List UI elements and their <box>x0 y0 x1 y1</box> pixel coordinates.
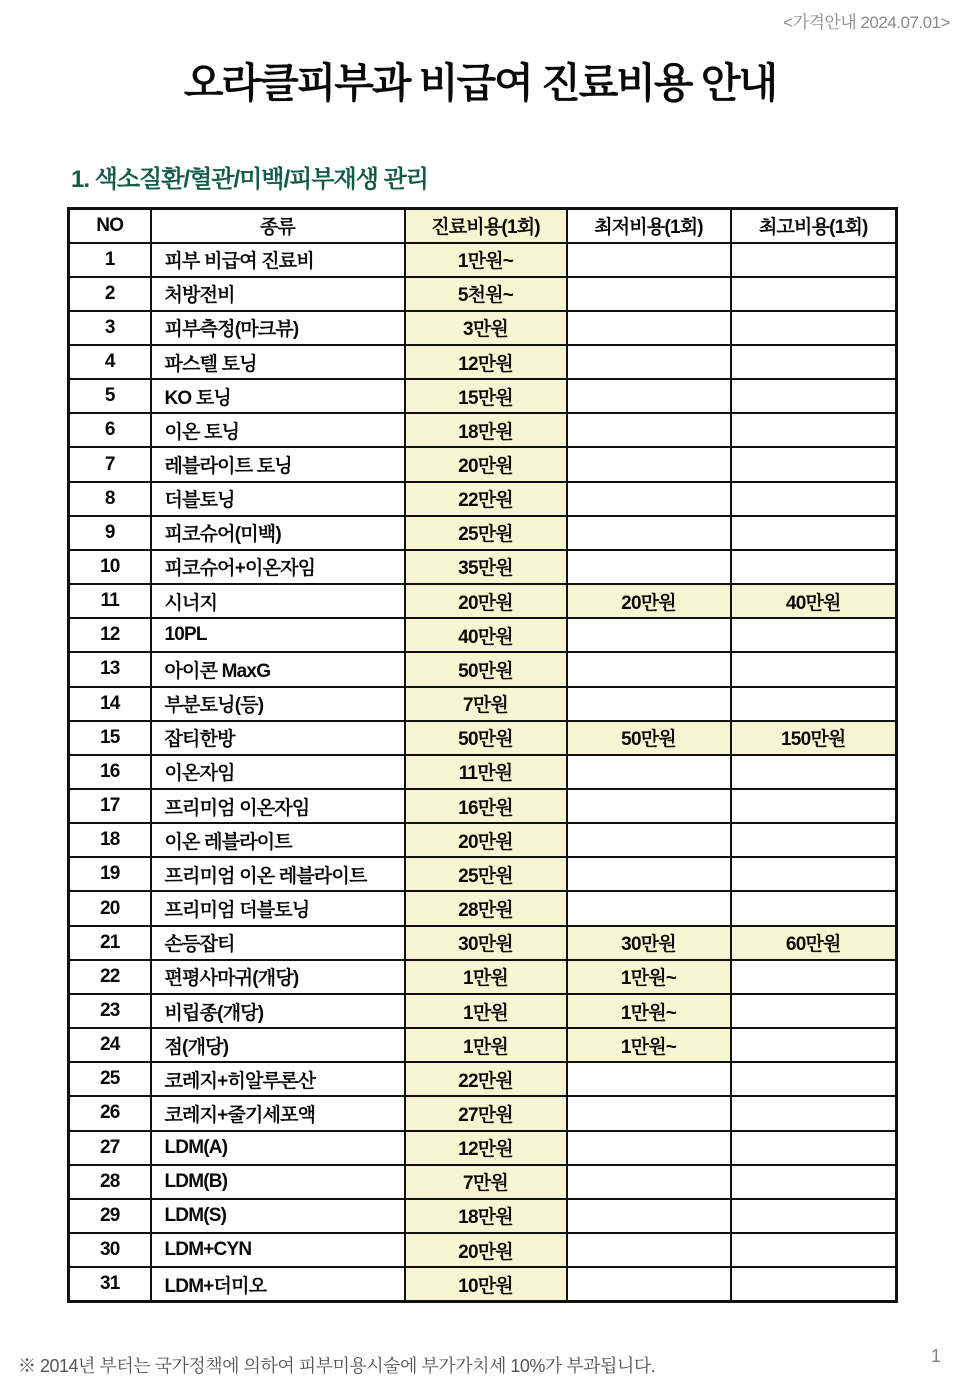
table-row <box>69 1267 897 1301</box>
row-number-cell: 21 <box>69 926 151 960</box>
max-price-cell <box>731 891 897 925</box>
row-number-cell: 30 <box>69 1233 151 1267</box>
min-price-cell <box>567 1096 731 1130</box>
table-row <box>69 1165 897 1199</box>
table-row <box>69 550 897 584</box>
price-cell: 3만원 <box>405 311 567 345</box>
row-number-cell: 12 <box>69 618 151 652</box>
row-number-cell: 31 <box>69 1267 151 1301</box>
min-price-cell <box>567 311 731 345</box>
min-price-cell <box>567 618 731 652</box>
min-price-cell: 1만원~ <box>567 960 731 994</box>
row-number-cell: 24 <box>69 1028 151 1062</box>
treatment-name-cell: 더블토닝 <box>151 482 405 516</box>
treatment-name-cell: 피코슈어+이온자임 <box>151 550 405 584</box>
price-cell: 12만원 <box>405 345 567 379</box>
row-number-cell: 13 <box>69 652 151 686</box>
treatment-name-cell: 처방전비 <box>151 277 405 311</box>
treatment-name-cell: 피부 비급여 진료비 <box>151 243 405 277</box>
min-price-cell: 20만원 <box>567 584 731 618</box>
table-row <box>69 447 897 481</box>
table-row <box>69 891 897 925</box>
price-cell: 1만원~ <box>405 243 567 277</box>
price-cell: 28만원 <box>405 891 567 925</box>
row-number-cell: 27 <box>69 1131 151 1165</box>
table-row <box>69 1233 897 1267</box>
price-cell: 11만원 <box>405 755 567 789</box>
max-price-cell <box>731 1267 897 1301</box>
table-row <box>69 1028 897 1062</box>
max-price-cell <box>731 1233 897 1267</box>
min-price-cell <box>567 1062 731 1096</box>
price-cell: 20만원 <box>405 584 567 618</box>
max-price-cell <box>731 243 897 277</box>
table-row <box>69 584 897 618</box>
max-price-cell <box>731 482 897 516</box>
column-header-no: NO <box>69 209 151 243</box>
row-number-cell: 11 <box>69 584 151 618</box>
price-cell: 1만원 <box>405 960 567 994</box>
price-table <box>67 207 898 1303</box>
price-cell: 50만원 <box>405 721 567 755</box>
table-row <box>69 755 897 789</box>
max-price-cell <box>731 413 897 447</box>
min-price-cell <box>567 550 731 584</box>
treatment-name-cell: 10PL <box>151 618 405 652</box>
min-price-cell <box>567 1165 731 1199</box>
row-number-cell: 7 <box>69 447 151 481</box>
table-row <box>69 379 897 413</box>
max-price-cell <box>731 1131 897 1165</box>
min-price-cell <box>567 482 731 516</box>
column-header-max: 최고비용(1회) <box>731 209 897 243</box>
table-row <box>69 277 897 311</box>
treatment-name-cell: 프리미엄 이온자임 <box>151 789 405 823</box>
row-number-cell: 5 <box>69 379 151 413</box>
min-price-cell <box>567 1267 731 1301</box>
treatment-name-cell: LDM+더미오 <box>151 1267 405 1301</box>
treatment-name-cell: 프리미엄 더블토닝 <box>151 891 405 925</box>
treatment-name-cell: 비립종(개당) <box>151 994 405 1028</box>
max-price-cell <box>731 1028 897 1062</box>
max-price-cell <box>731 516 897 550</box>
min-price-cell <box>567 857 731 891</box>
min-price-cell <box>567 755 731 789</box>
table-row <box>69 516 897 550</box>
row-number-cell: 26 <box>69 1096 151 1130</box>
price-cell: 7만원 <box>405 1165 567 1199</box>
price-cell: 18만원 <box>405 1199 567 1233</box>
table-row <box>69 926 897 960</box>
min-price-cell <box>567 243 731 277</box>
price-cell: 10만원 <box>405 1267 567 1301</box>
treatment-name-cell: 프리미엄 이온 레블라이트 <box>151 857 405 891</box>
row-number-cell: 2 <box>69 277 151 311</box>
min-price-cell <box>567 891 731 925</box>
treatment-name-cell: LDM(B) <box>151 1165 405 1199</box>
treatment-name-cell: 레블라이트 토닝 <box>151 447 405 481</box>
row-number-cell: 25 <box>69 1062 151 1096</box>
price-cell: 20만원 <box>405 447 567 481</box>
max-price-cell <box>731 379 897 413</box>
price-cell: 40만원 <box>405 618 567 652</box>
table-row <box>69 1199 897 1233</box>
max-price-cell <box>731 1199 897 1233</box>
row-number-cell: 20 <box>69 891 151 925</box>
row-number-cell: 14 <box>69 687 151 721</box>
row-number-cell: 19 <box>69 857 151 891</box>
min-price-cell <box>567 652 731 686</box>
price-table-body <box>69 243 897 1302</box>
max-price-cell <box>731 1062 897 1096</box>
max-price-cell <box>731 687 897 721</box>
price-cell: 1만원 <box>405 994 567 1028</box>
max-price-cell <box>731 447 897 481</box>
table-row <box>69 345 897 379</box>
table-row <box>69 243 897 277</box>
price-cell: 20만원 <box>405 823 567 857</box>
table-row <box>69 652 897 686</box>
treatment-name-cell: 부분토닝(등) <box>151 687 405 721</box>
table-row <box>69 994 897 1028</box>
price-cell: 25만원 <box>405 516 567 550</box>
price-cell: 22만원 <box>405 482 567 516</box>
treatment-name-cell: 코레지+줄기세포액 <box>151 1096 405 1130</box>
min-price-cell <box>567 516 731 550</box>
max-price-cell: 40만원 <box>731 584 897 618</box>
max-price-cell <box>731 755 897 789</box>
column-header-price: 진료비용(1회) <box>405 209 567 243</box>
min-price-cell: 50만원 <box>567 721 731 755</box>
max-price-cell <box>731 857 897 891</box>
min-price-cell <box>567 687 731 721</box>
max-price-cell: 60만원 <box>731 926 897 960</box>
row-number-cell: 18 <box>69 823 151 857</box>
treatment-name-cell: LDM+CYN <box>151 1233 405 1267</box>
table-row <box>69 789 897 823</box>
table-row <box>69 721 897 755</box>
price-cell: 1만원 <box>405 1028 567 1062</box>
price-cell: 50만원 <box>405 652 567 686</box>
treatment-name-cell: 편평사마귀(개당) <box>151 960 405 994</box>
row-number-cell: 23 <box>69 994 151 1028</box>
treatment-name-cell: 손등잡티 <box>151 926 405 960</box>
max-price-cell <box>731 311 897 345</box>
price-cell: 12만원 <box>405 1131 567 1165</box>
max-price-cell: 150만원 <box>731 721 897 755</box>
row-number-cell: 15 <box>69 721 151 755</box>
treatment-name-cell: LDM(S) <box>151 1199 405 1233</box>
column-header-type: 종류 <box>151 209 405 243</box>
min-price-cell: 30만원 <box>567 926 731 960</box>
price-cell: 7만원 <box>405 687 567 721</box>
table-row <box>69 857 897 891</box>
price-cell: 22만원 <box>405 1062 567 1096</box>
min-price-cell <box>567 345 731 379</box>
treatment-name-cell: 잡티한방 <box>151 721 405 755</box>
page-title: 오라클피부과 비급여 진료비용 안내 <box>183 60 777 106</box>
table-row <box>69 618 897 652</box>
treatment-name-cell: 아이콘 MaxG <box>151 652 405 686</box>
row-number-cell: 22 <box>69 960 151 994</box>
table-row <box>69 1131 897 1165</box>
min-price-cell <box>567 379 731 413</box>
table-row <box>69 482 897 516</box>
section-heading: 1. 색소질환/혈관/미백/피부재생 관리 <box>71 166 428 193</box>
row-number-cell: 3 <box>69 311 151 345</box>
row-number-cell: 4 <box>69 345 151 379</box>
row-number-cell: 16 <box>69 755 151 789</box>
row-number-cell: 10 <box>69 550 151 584</box>
table-row <box>69 687 897 721</box>
row-number-cell: 1 <box>69 243 151 277</box>
max-price-cell <box>731 345 897 379</box>
price-cell: 16만원 <box>405 789 567 823</box>
max-price-cell <box>731 823 897 857</box>
max-price-cell <box>731 1165 897 1199</box>
treatment-name-cell: 시너지 <box>151 584 405 618</box>
min-price-cell <box>567 447 731 481</box>
row-number-cell: 17 <box>69 789 151 823</box>
max-price-cell <box>731 1096 897 1130</box>
treatment-name-cell: 파스텔 토닝 <box>151 345 405 379</box>
treatment-name-cell: 코레지+히알루론산 <box>151 1062 405 1096</box>
treatment-name-cell: 점(개당) <box>151 1028 405 1062</box>
treatment-name-cell: 이온 토닝 <box>151 413 405 447</box>
treatment-name-cell: KO 토닝 <box>151 379 405 413</box>
max-price-cell <box>731 277 897 311</box>
treatment-name-cell: 피부측정(마크뷰) <box>151 311 405 345</box>
table-row <box>69 413 897 447</box>
price-cell: 5천원~ <box>405 277 567 311</box>
vat-footnote: ※ 2014년 부터는 국가정책에 의하여 피부미용시술에 부가가치세 10%가 부과됩니다. <box>18 1356 656 1376</box>
treatment-name-cell: 이온 레블라이트 <box>151 823 405 857</box>
price-cell: 35만원 <box>405 550 567 584</box>
max-price-cell <box>731 960 897 994</box>
min-price-cell <box>567 1199 731 1233</box>
price-cell: 27만원 <box>405 1096 567 1130</box>
table-header-row <box>69 209 897 243</box>
min-price-cell <box>567 1131 731 1165</box>
column-header-min: 최저비용(1회) <box>567 209 731 243</box>
row-number-cell: 28 <box>69 1165 151 1199</box>
table-row <box>69 311 897 345</box>
row-number-cell: 8 <box>69 482 151 516</box>
price-cell: 30만원 <box>405 926 567 960</box>
table-row <box>69 1096 897 1130</box>
min-price-cell: 1만원~ <box>567 994 731 1028</box>
min-price-cell <box>567 1233 731 1267</box>
price-cell: 20만원 <box>405 1233 567 1267</box>
table-row <box>69 960 897 994</box>
max-price-cell <box>731 652 897 686</box>
treatment-name-cell: LDM(A) <box>151 1131 405 1165</box>
row-number-cell: 9 <box>69 516 151 550</box>
price-guide-date: <가격안내 2024.07.01> <box>783 13 950 32</box>
min-price-cell <box>567 413 731 447</box>
row-number-cell: 29 <box>69 1199 151 1233</box>
price-cell: 25만원 <box>405 857 567 891</box>
table-row <box>69 1062 897 1096</box>
min-price-cell: 1만원~ <box>567 1028 731 1062</box>
row-number-cell: 6 <box>69 413 151 447</box>
max-price-cell <box>731 618 897 652</box>
price-cell: 18만원 <box>405 413 567 447</box>
treatment-name-cell: 이온자임 <box>151 755 405 789</box>
max-price-cell <box>731 550 897 584</box>
page-number: 1 <box>930 1346 941 1366</box>
treatment-name-cell: 피코슈어(미백) <box>151 516 405 550</box>
min-price-cell <box>567 789 731 823</box>
table-row <box>69 823 897 857</box>
min-price-cell <box>567 823 731 857</box>
max-price-cell <box>731 789 897 823</box>
max-price-cell <box>731 994 897 1028</box>
min-price-cell <box>567 277 731 311</box>
price-cell: 15만원 <box>405 379 567 413</box>
